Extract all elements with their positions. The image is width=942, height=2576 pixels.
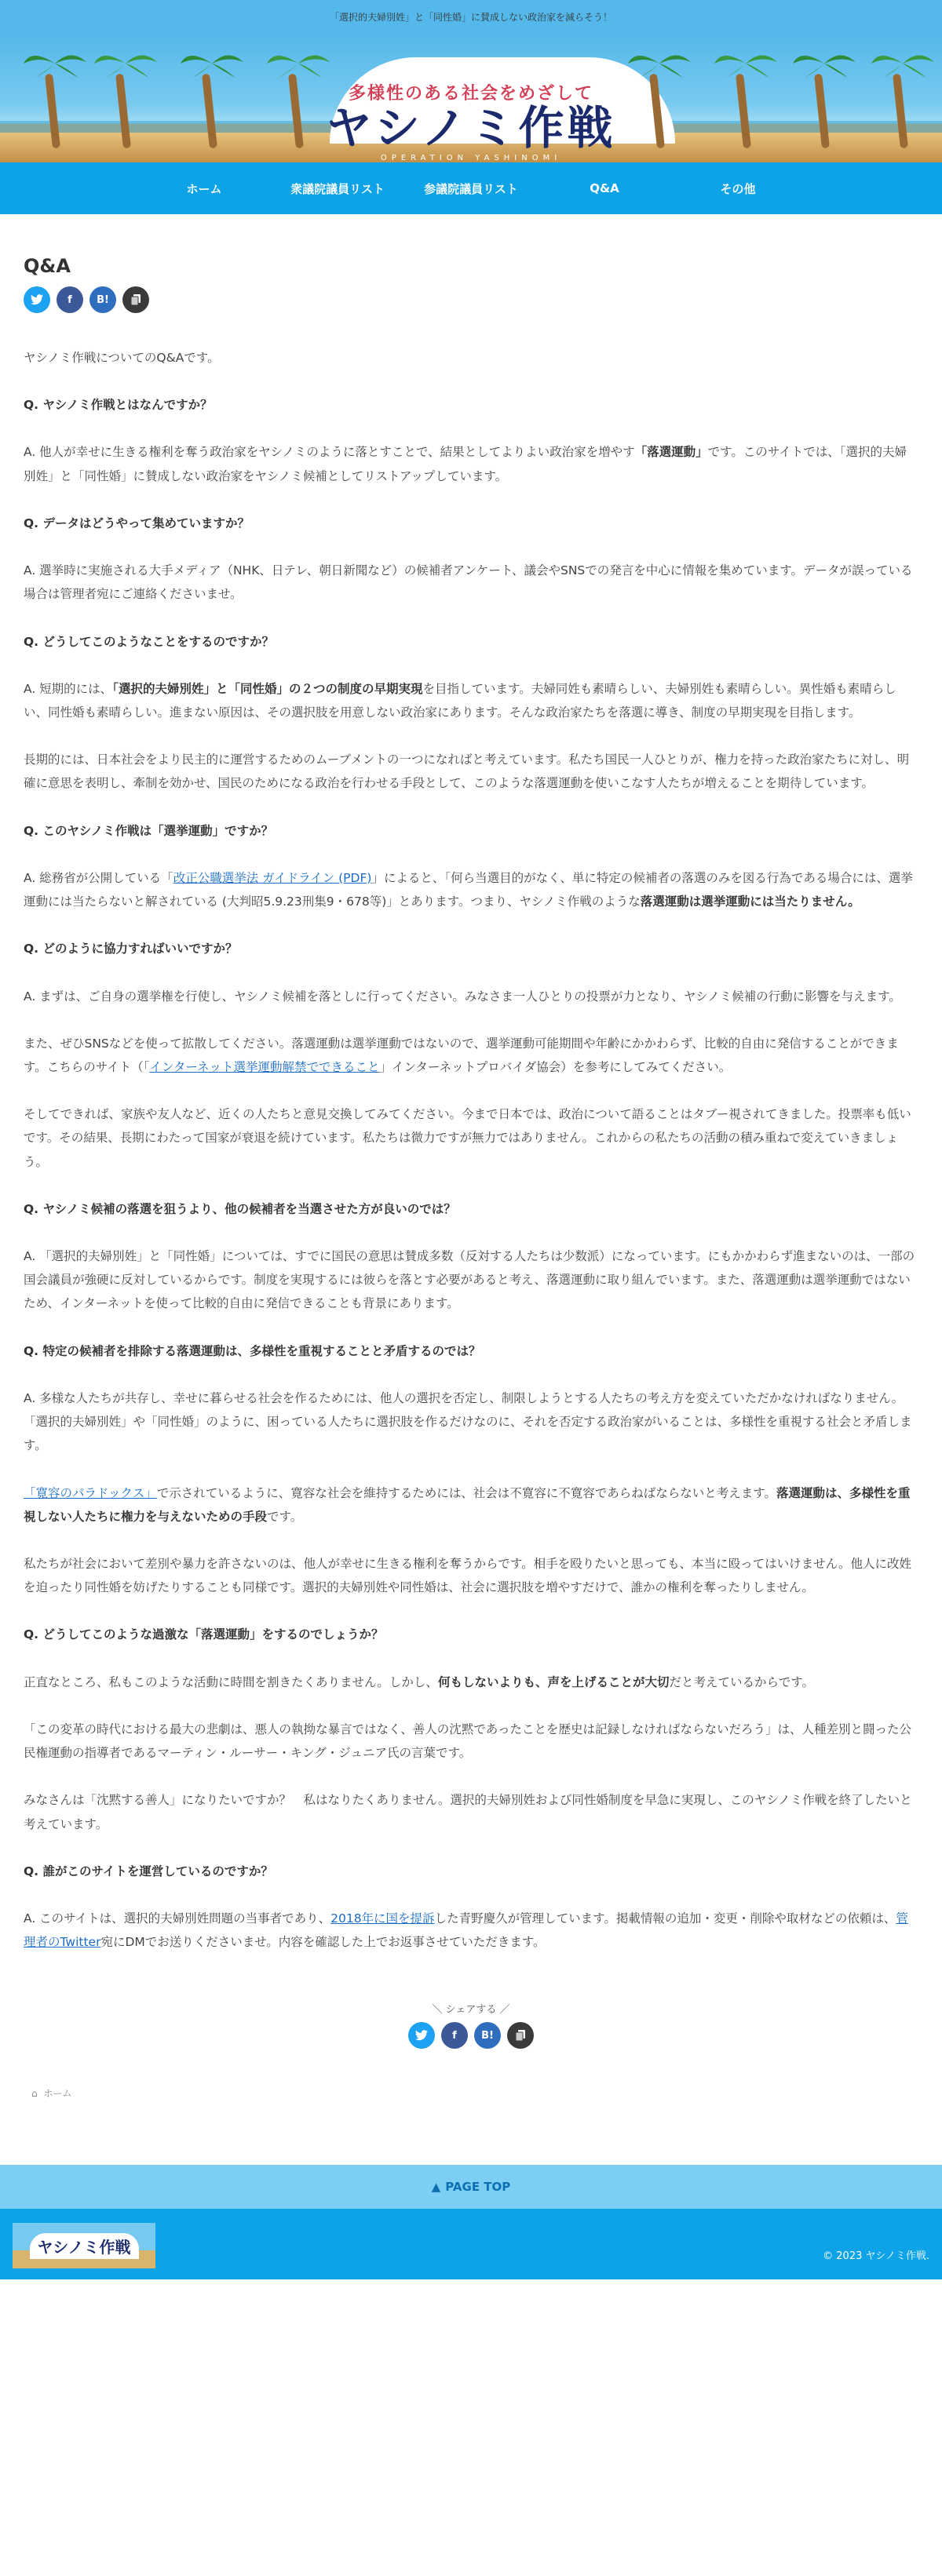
logo-subtitle: 多様性のある社会をめざして xyxy=(348,83,593,104)
nav-item-other[interactable]: その他 xyxy=(720,181,756,196)
question-heading: Q. どうしてこのような過激な「落選運動」をするのでしょうか？ xyxy=(24,1627,384,1642)
hero-banner[interactable] xyxy=(0,33,942,162)
home-icon: ⌂ xyxy=(31,2088,38,2100)
question-heading: Q. 特定の候補者を排除する落選運動は、多様性を重視することと矛盾するのでは？ xyxy=(24,1343,481,1358)
answer-text: A. 選挙時に実施される大手メディア（NHK、日テレ、朝日新聞など）の候補者アンケート、議会やSNSでの発言を中心に情報を集めています。データが誤っている場合は管理者宛にご連絡くださいませ。 xyxy=(24,563,913,602)
answer-text: 私たちが社会において差別や暴力を許さないのは、他人が幸せに生きる権利を奪うからです。相手を殴りたいと思っても、本当に殴ってはいけません。他人に改姓を迫ったり同性婚を妨げたりすることも同様です。選択的夫婦別姓や同性婚は、社会に選択肢を増やすだけで、誰かの権利を奪ったりしません。 xyxy=(24,1557,912,1595)
answer-text: 長期的には、日本社会をより民主的に運営するためのムーブメントの一つになればと考えています。私たち国民一人ひとりが、権力を持った政治家たちに対し、明確に意思を表明し、牽制を効かせ、国民のためになる政治を行わせる手段として、このような落選運動を使いこなす人たちが増えることを期待しています。 xyxy=(24,752,910,791)
nav-item-qa[interactable]: Q&A xyxy=(590,181,619,195)
answer-text: また、ぜひSNSなどを使って拡散してください。落選運動は選挙運動ではないので、選挙運動可能期間や年齢にかかわらず、比較的自由に発信することができます。こちらのサイト（「インターネット選挙運動解禁でできること」インターネットプロバイダ協会）を参考にしてみてください。 xyxy=(24,1036,899,1074)
answer-text: 正直なところ、私もこのような活動に時間を割きたくありません。しかし、何もしないよりも、声を上げることが大切だと考えているからです。 xyxy=(24,1674,815,1689)
lawsuit-link[interactable]: 2018年に国を提訴 xyxy=(330,1911,435,1926)
twitter-icon[interactable] xyxy=(408,2022,435,2049)
question-heading: Q. このヤシノミ作戦は「選挙運動」ですか？ xyxy=(24,823,274,838)
share-buttons-bottom xyxy=(24,2001,918,2049)
copy-icon[interactable] xyxy=(507,2022,534,2049)
global-nav xyxy=(0,162,942,214)
question-heading: Q. ヤシノミ候補の落選を狙うより、他の候補者を当選させた方が良いのでは？ xyxy=(24,1201,456,1216)
hatena-icon[interactable]: B! xyxy=(474,2022,501,2049)
article-body xyxy=(24,346,918,1954)
page-top-button[interactable] xyxy=(0,2165,942,2209)
tolerance-paradox-link[interactable]: 「寛容のパラドックス」 xyxy=(24,1485,157,1500)
site-footer xyxy=(0,2209,942,2279)
question-heading: Q. どのように協力すればいいですか？ xyxy=(24,942,238,956)
answer-text: みなさんは「沈黙する善人」になりたいですか？ 私はなりたくありません。選択的夫婦別姓および同性婚制度を早急に実現し、このヤシノミ作戦を終了したいと考えています。 xyxy=(24,1793,912,1831)
twitter-icon[interactable] xyxy=(24,286,50,313)
header-tagline: 「選択的夫婦別姓」と「同性婚」に賛成しない政治家を減らそう！ xyxy=(0,0,942,33)
question-heading: Q. データはどうやって集めていますか？ xyxy=(24,516,250,530)
nav-item-lower-house[interactable]: 衆議院議員リスト xyxy=(290,181,385,196)
logo-title: ヤシノミ作戦 xyxy=(326,101,616,155)
footer-logo[interactable]: ヤシノミ作戦 xyxy=(13,2223,155,2268)
guideline-pdf-link[interactable]: 改正公職選挙法 ガイドライン (PDF) xyxy=(173,870,372,885)
answer-text: A. 「選択的夫婦別姓」と「同性婚」については、すでに国民の意思は賛成多数（反対する人たちは少数派）になっています。にもかかわらず進まないのは、一部の国会議員が強硬に反対しているからです。制度を実現するには彼らを落とす必要があると考え、落選運動に取り組んでいます。また、落選運動は選挙運動ではないため、インターネットを使って比較的自由に発信できることも背景にあります。 xyxy=(24,1249,915,1311)
answer-text: そしてできれば、家族や友人など、近くの人たちと意見交換してみてください。今まで日本では、政治について語ることはタブー視されてきました。投票率も低いです。その結果、長期にわたって国家が衰退を続けています。私たちは微力ですが無力ではありません。これからの私たちの活動の積み重ねで変えていきましょう。 xyxy=(24,1107,911,1169)
share-label: ＼ シェアする ／ xyxy=(432,2004,510,2017)
hatena-icon[interactable]: B! xyxy=(89,286,116,313)
intro-text: ヤシノミ作戦についてのQ&Aです。 xyxy=(24,351,220,365)
main-content xyxy=(0,214,942,2165)
logo-english: OPERATION YASHINOMI xyxy=(380,153,562,162)
page-top-label: PAGE TOP xyxy=(445,2180,511,2195)
answer-text: A. 総務省が公開している「改正公職選挙法 ガイドライン (PDF)」によると、「何ら当選目的がなく、単に特定の候補者の落選のみを図る行為である場合には、選挙運動には当たらないと解されている (大判昭5.9.23刑集9・678等)」とあります。つまり、ヤシノミ作戦のような落選運動は選挙運動には当たりません。 xyxy=(24,870,913,909)
page-title: Q&A xyxy=(24,255,71,277)
answer-text: A. まずは、ご自身の選挙権を行使し、ヤシノミ候補を落としに行ってください。みなさま一人ひとりの投票が力となり、ヤシノミ候補の行動に影響を与えます。 xyxy=(24,989,901,1004)
facebook-icon[interactable]: f xyxy=(441,2022,468,2049)
facebook-icon[interactable]: f xyxy=(57,286,83,313)
answer-text: A. 多様な人たちが共存し、幸せに暮らせる社会を作るためには、他人の選択を否定し、制限しようとする人たちの考え方を変えていただかなければなりません。「選択的夫婦別姓」や「同性婚」のように、困っている人たちに選択肢を作るだけなのに、それを否定する政治家がいることは、多様性を重視する社会と矛盾します。 xyxy=(24,1390,912,1453)
question-heading: Q. 誰がこのサイトを運営しているのですか？ xyxy=(24,1864,273,1878)
nav-item-home[interactable]: ホーム xyxy=(186,181,222,196)
share-buttons-top xyxy=(24,286,918,313)
arrow-up-icon: ▲ xyxy=(431,2180,441,2195)
answer-text: 「この変革の時代における最大の悲劇は、悪人の執拗な暴言ではなく、善人の沈黙であったことを歴史は記録しなければならないだろう」は、人種差別と闘った公民権運動の指導者であるマーティン・ルーサー・キング・ジュニア氏の言葉です。 xyxy=(24,1722,912,1761)
site-logo[interactable] xyxy=(0,80,942,162)
answer-text: A. 他人が幸せに生きる権利を奪う政治家をヤシノミのように落とすことで、結果としてよりよい政治家を増やす「落選運動」です。このサイトでは、「選択的夫婦別姓」と「同性婚」に賛成しない政治家をヤシノミ候補としてリストアップしています。 xyxy=(24,445,907,483)
breadcrumb xyxy=(31,2086,918,2165)
question-heading: Q. どうしてこのようなことをするのですか？ xyxy=(24,634,274,649)
answer-text: A. このサイトは、選択的夫婦別姓問題の当事者であり、2018年に国を提訴した青野慶久が管理しています。掲載情報の追加・変更・削除や取材などの依頼は、管理者のTwitter宛にDMでお送りくださいませ。内容を確認した上でお返事させていただきます。 xyxy=(24,1911,908,1950)
answer-text: A. 短期的には、「選択的夫婦別姓」と「同性婚」の２つの制度の早期実現を目指しています。夫婦同姓も素晴らしい、夫婦別姓も素晴らしい。異性婚も素晴らしい、同性婚も素晴らしい。進まない原因は、その選択肢を用意しない政治家にあります。そんな政治家たちを落選に導き、制度の早期実現を目指します。 xyxy=(24,681,896,720)
question-heading: Q. ヤシノミ作戦とはなんですか？ xyxy=(24,398,213,413)
internet-election-link[interactable]: インターネット選挙運動解禁でできること xyxy=(149,1059,380,1074)
copy-icon[interactable] xyxy=(122,286,149,313)
nav-item-upper-house[interactable]: 参議院議員リスト xyxy=(424,181,518,196)
admin-twitter-link[interactable]: 管理者のTwitter xyxy=(24,1911,908,1950)
copyright: © 2023 ヤシノミ作戦. xyxy=(823,2250,929,2263)
answer-text: 「寛容のパラドックス」で示されているように、寛容な社会を維持するためには、社会は不寛容に不寛容であらねばならないと考えます。落選運動は、多様性を重視しない人たちに権力を与えないための手段です。 xyxy=(24,1485,911,1524)
breadcrumb-home-link[interactable]: ホーム xyxy=(43,2088,72,2100)
